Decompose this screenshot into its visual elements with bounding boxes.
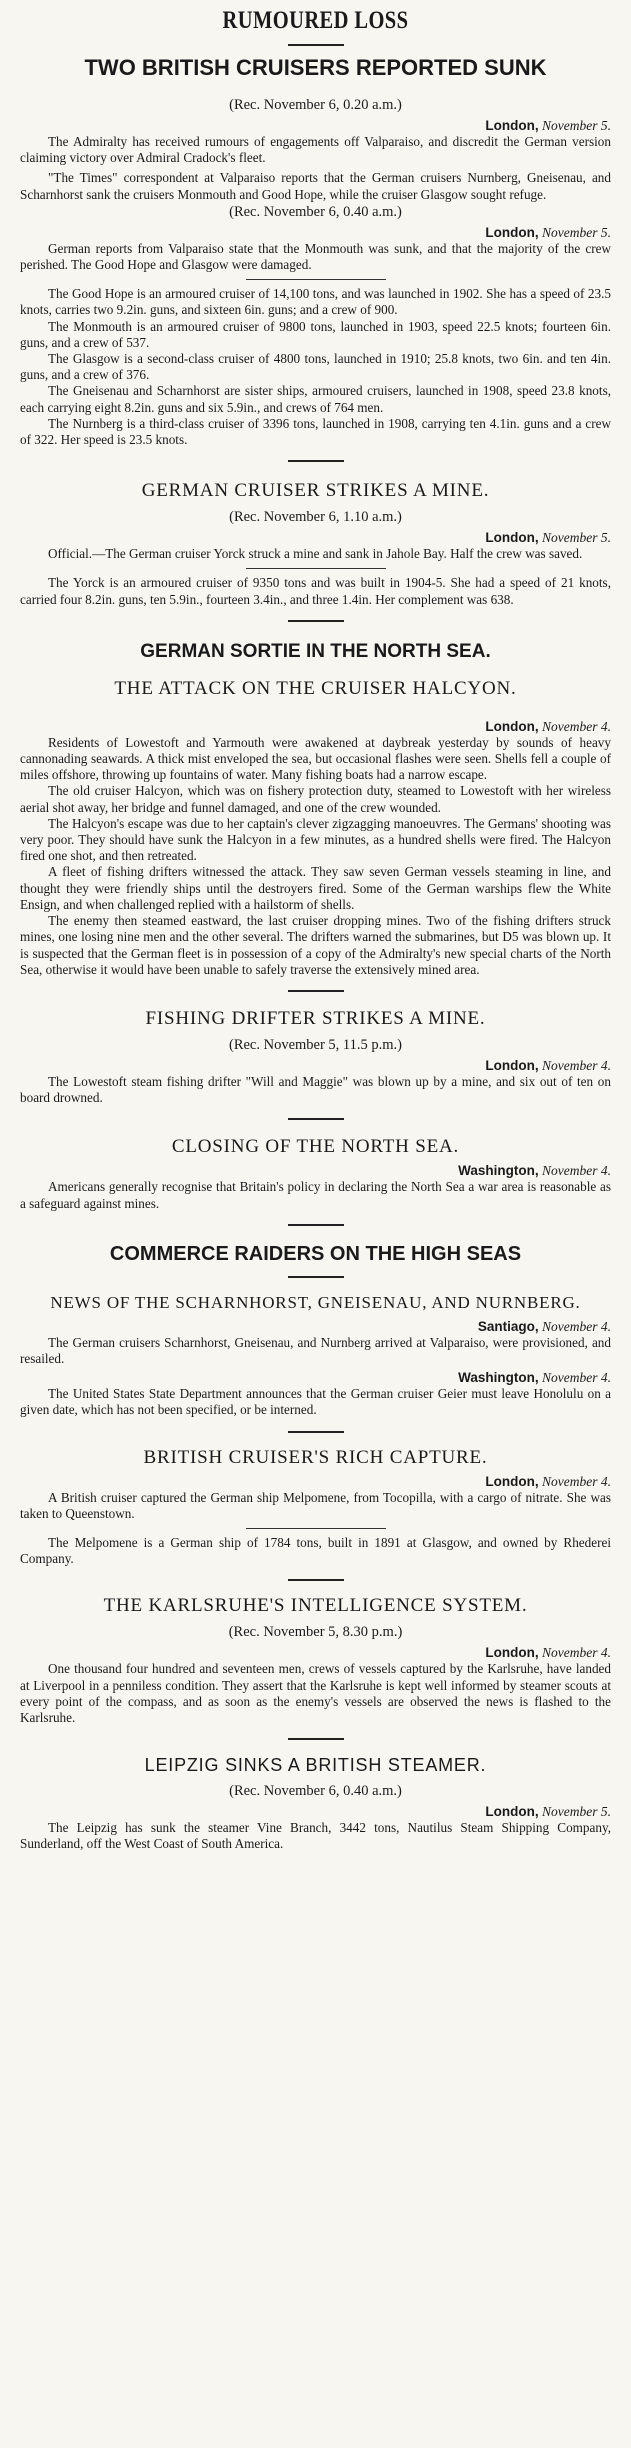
divider: [288, 1738, 344, 1740]
paragraph: Residents of Lowestoft and Yarmouth were awakened at daybreak yesterday by sounds of heavy cannonading seawards. A thick mist enveloped the sea, but occasional flashes were seen. Shells fell a couple of miles offshore, throwing up fountains of water. Many fishing boats had a narrow escape.: [20, 734, 611, 783]
article-leipzig: [20, 1752, 611, 1852]
paragraph: The Melpomene is a German ship of 1784 tons, built in 1891 at Glasgow, and owned by Rhederei Company.: [20, 1534, 611, 1567]
article-cruisers-sunk: [20, 96, 611, 448]
subsection-heading: THE ATTACK ON THE CRUISER HALCYON.: [114, 677, 517, 699]
received-time: (Rec. November 6, 0.40 a.m.): [229, 1783, 402, 1800]
dateline: London, November 5.: [485, 530, 611, 546]
paragraph: The Glasgow is a second-class cruiser of 4800 tons, launched in 1910; 25.8 knots, two 6in. and ten 4in. guns, and a crew of 376.: [20, 351, 611, 383]
paragraph: The enemy then steamed eastward, the last cruiser dropping mines. Two of the fishing drifters struck mines, one losing nine men and the other several. The drifters warned the submarines, but D5 was blown up. It is suspected that the German fleet is in possession of a copy of the Admiralty's new special charts of the North Sea, otherwise it would have been unable to safely traverse the extensively mined area.: [20, 913, 611, 977]
paragraph: The Leipzig has sunk the steamer Vine Branch, 3442 tons, Nautilus Steam Shipping Company, Sunderland, off the West Coast of South America.: [20, 1820, 611, 1852]
divider: [288, 1431, 344, 1433]
dateline: Washington, November 4.: [458, 1163, 611, 1179]
dateline: London, November 5.: [485, 224, 611, 240]
main-headline: TWO BRITISH CRUISERS REPORTED SUNK: [84, 55, 547, 80]
dateline: Washington, November 4.: [458, 1370, 611, 1386]
article-rich-capture: [20, 1445, 611, 1568]
article-drifter-mine: [20, 1006, 611, 1106]
dateline: London, November 4.: [485, 1473, 611, 1489]
received-time: (Rec. November 6, 1.10 a.m.): [229, 509, 402, 526]
received-time: (Rec. November 5, 11.5 p.m.): [228, 1036, 403, 1053]
received-time: (Rec. November 6, 0.40 a.m.): [229, 203, 402, 220]
divider: [288, 620, 344, 622]
paragraph: The Monmouth is an armoured cruiser of 9800 tons, launched in 1903, speed 22.5 knots; fourteen 6in. guns, and a crew of 537.: [20, 318, 611, 350]
dateline: London, November 4.: [485, 1645, 611, 1661]
article-scharnhorst-news: [20, 1290, 611, 1419]
article-yorck-mine: [20, 478, 611, 608]
paragraph: The Lowestoft steam fishing drifter "Will and Maggie" was blown up by a mine, and six out of ten on board drowned.: [20, 1073, 611, 1106]
section-heading: NEWS OF THE SCHARNHORST, GNEISENAU, AND NURNBERG.: [50, 1292, 581, 1312]
paragraph: The old cruiser Halcyon, which was on fishery protection duty, steamed to Lowestoft with her wireless aerial shot away, her bridge and funnel damaged, and one of the crew wounded.: [20, 783, 611, 815]
paragraph: German reports from Valparaiso state that the Monmouth was sunk, and that the majority of the crew perished. The Good Hope and Glasgow were damaged.: [20, 240, 611, 273]
divider: [288, 1118, 344, 1120]
paragraph: Official.—The German cruiser Yorck struck a mine and sank in Jahole Bay. Half the crew was saved.: [48, 546, 583, 562]
paragraph: The Good Hope is an armoured cruiser of 14,100 tons, and was launched in 1902. She has a speed of 23.5 knots, carries two 9.2in. guns, and sixteen 6in. guns; and a crew of 900.: [20, 286, 611, 318]
divider: [246, 279, 386, 280]
paragraph: Americans generally recognise that Britain's policy in declaring the North Sea a war area is reasonable as a safeguard against mines.: [20, 1179, 611, 1211]
section-heading: COMMERCE RAIDERS ON THE HIGH SEAS: [109, 1242, 522, 1265]
dateline: London, November 5.: [485, 118, 611, 133]
paragraph: A fleet of fishing drifters witnessed the attack. They saw seven German vessels steaming in line, and thought they were friendly ships until the destroyers fired. Some of the German warships flew the White Ensign, and when challenged replied with a hailstorm of shells.: [20, 864, 611, 912]
article-karlsruhe: [20, 1593, 611, 1726]
section-heading: GERMAN CRUISER STRIKES A MINE.: [141, 480, 490, 502]
divider: [288, 1579, 344, 1581]
section-heading: FISHING DRIFTER STRIKES A MINE.: [145, 1007, 486, 1029]
paragraph: The Halcyon's escape was due to her captain's clever zigzagging manoeuvres. The Germans' shooting was very poor. They should have sunk the Halcyon in a few minutes, as a hundred shells were fired. The Halcyon fired one shot, and then retreated.: [20, 815, 611, 864]
paragraph: The Admiralty has received rumours of engagements off Valparaiso, and discredit the German version claiming victory over Admiral Cradock's fleet.: [20, 134, 611, 166]
divider: [288, 460, 344, 462]
divider: [288, 990, 344, 992]
paragraph: The Nurnberg is a third-class cruiser of 3396 tons, launched in 1908, carrying ten 4.1in. guns and a crew of 322. Her speed is 23.5 knots.: [20, 415, 611, 448]
divider: [246, 1528, 386, 1529]
divider: [288, 1276, 344, 1278]
paragraph: The United States State Department announces that the German cruiser Geier must leave Honolulu on a given date, which has not been specified, or be interned.: [20, 1386, 611, 1418]
article-closing-north-sea: [20, 1134, 611, 1211]
section-heading: THE KARLSRUHE'S INTELLIGENCE SYSTEM.: [103, 1595, 528, 1617]
section-heading: BRITISH CRUISER'S RICH CAPTURE.: [143, 1446, 488, 1468]
dateline: London, November 5.: [485, 1804, 611, 1820]
paragraph: A British cruiser captured the German ship Melpomene, from Tocopilla, with a cargo of nitrate. She was taken to Queenstown.: [20, 1489, 611, 1521]
paragraph: The Gneisenau and Scharnhorst are sister ships, armoured cruisers, launched in 1908, speed 23.8 knots, each carrying eight 8.2in. guns and six 5.9in., and crews of 764 men.: [20, 383, 611, 415]
divider: [288, 44, 344, 46]
section-heading: LEIPZIG SINKS A BRITISH STEAMER.: [144, 1755, 487, 1776]
divider: [288, 1224, 344, 1226]
divider: [246, 568, 386, 569]
section-heading: GERMAN SORTIE IN THE NORTH SEA.: [140, 640, 491, 662]
article-north-sea-sortie: [20, 638, 611, 978]
section-heading: CLOSING OF THE NORTH SEA.: [171, 1136, 460, 1158]
paragraph: "The Times" correspondent at Valparaiso reports that the German cruisers Nurnberg, Gneisenau, and Scharnhorst sank the cruisers Monmouth and Good Hope, while the cruiser Glasgow sought refuge.: [20, 170, 611, 202]
paragraph: The Yorck is an armoured cruiser of 9350 tons and was built in 1904-5. She had a speed of 21 knots, carried four 8.2in. guns, ten 5.9in., fourteen 3.4in., and three 1.4in. Her complement was 638.: [20, 575, 611, 607]
paragraph: One thousand four hundred and seventeen men, crews of vessels captured by the Karlsruhe, have landed at Liverpool in a penniless condition. They assert that the Karlsruhe is kept well informed by steamer scouts at every point of the compass, and as soon as the enemy's vessels are observed the news is flashed to the Karlsruhe.: [20, 1661, 611, 1725]
dateline: London, November 4.: [485, 718, 611, 734]
paragraph: The German cruisers Scharnhorst, Gneisenau, and Nurnberg arrived at Valparaiso, were provisioned, and resailed.: [20, 1334, 611, 1366]
kicker-heading: RUMOURED LOSS: [222, 7, 409, 34]
dateline: Santiago, November 4.: [477, 1318, 611, 1334]
received-time: (Rec. November 5, 8.30 p.m.): [228, 1624, 403, 1641]
dateline: London, November 4.: [485, 1057, 611, 1073]
received-time: (Rec. November 6, 0.20 a.m.): [229, 97, 402, 113]
